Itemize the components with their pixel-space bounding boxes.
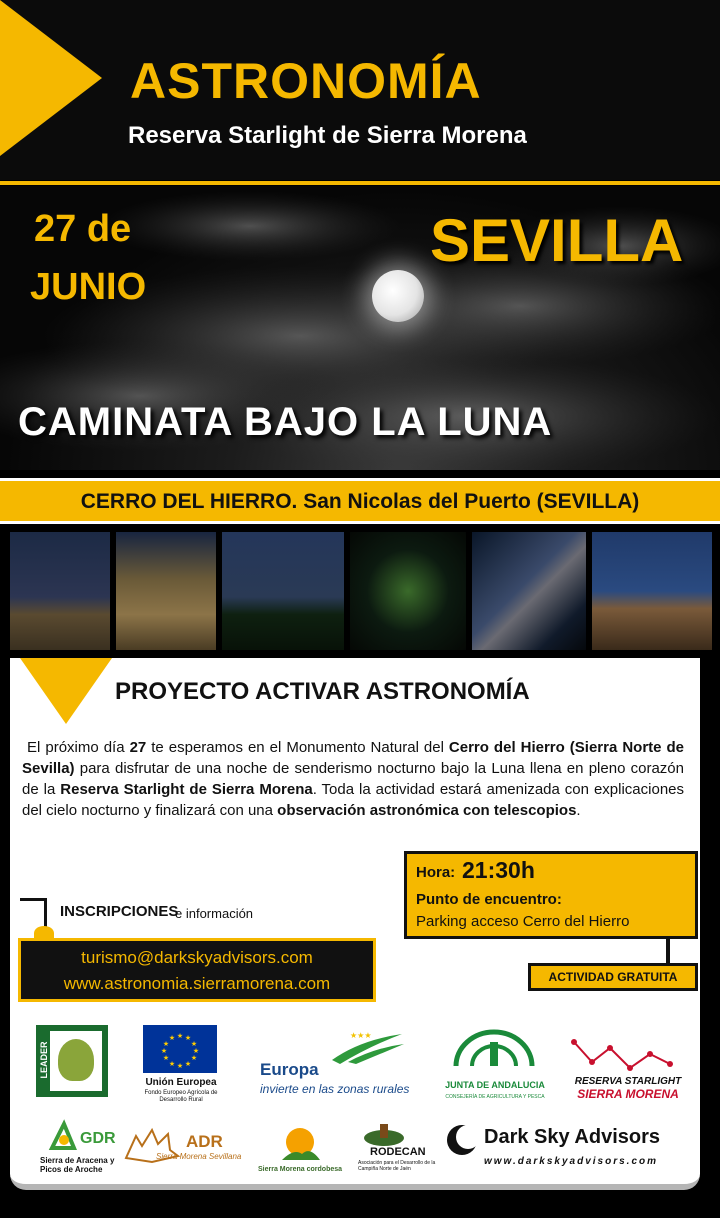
- event-location: CERRO DEL HIERRO. San Nicolas del Puerto (SEVILLA): [80, 490, 640, 513]
- card-triangle-decoration: [20, 658, 112, 724]
- registration-connector-h: [20, 898, 46, 901]
- registration-subtitle: e información: [175, 906, 254, 921]
- europa-main: Europa: [260, 1060, 319, 1079]
- adr-sub: Sierra Morena Sevillana: [156, 1152, 242, 1161]
- meeting-point-value: Parking acceso Cerro del Hierro: [416, 913, 630, 930]
- starlight-line1: RESERVA STARLIGHT: [574, 1076, 682, 1087]
- photo-stone-tower: [116, 532, 216, 650]
- junta-andalucia-emblem: [452, 1026, 536, 1070]
- page-subtitle: Reserva Starlight de Sierra Morena: [128, 122, 527, 149]
- meeting-point-label: Punto de encuentro:: [416, 891, 562, 908]
- eu-fund: Fondo Europeo Agrícola de Desarrollo Rural: [144, 1090, 218, 1103]
- starlight-constellation-icon: [568, 1034, 678, 1074]
- europa-swoosh-icon: [330, 1030, 405, 1064]
- adr-short: ADR: [186, 1132, 223, 1151]
- registration-title: INSCRIPCIONES: [60, 903, 179, 920]
- dark-sky-advisors-icon: [446, 1124, 486, 1156]
- header-divider: [0, 181, 720, 185]
- starlight-line2: SIERRA MORENA: [577, 1087, 679, 1101]
- svg-text:★: ★: [162, 1054, 170, 1062]
- eu-flag-logo: [143, 1025, 217, 1073]
- gdr-short: GDR: [80, 1130, 116, 1147]
- svg-text:★: ★: [184, 1060, 192, 1068]
- rodecan-sub: Asociación para el Desarrollo de la Campiña Norte de Jaén: [358, 1160, 436, 1172]
- photo-strip: [10, 532, 712, 650]
- gdr-name: Sierra de Aracena y Picos de Aroche: [40, 1156, 115, 1174]
- rodecan-name: RODECAN: [370, 1146, 426, 1158]
- page-title: ASTRONOMÍA: [130, 53, 482, 109]
- svg-text:★: ★: [176, 1032, 184, 1040]
- svg-text:★: ★: [190, 1054, 198, 1062]
- svg-text:★: ★: [168, 1034, 176, 1042]
- leader-label: LEADER: [39, 1041, 49, 1079]
- free-activity-label: ACTIVIDAD GRATUITA: [548, 970, 678, 984]
- dark-sky-advisors-url: www.darkskyadvisors.com: [484, 1156, 659, 1167]
- project-title: PROYECTO ACTIVAR ASTRONOMÍA: [115, 678, 530, 705]
- event-description: El próximo día 27 te esperamos en el Monumento Natural del Cerro del Hierro (Sierra Norte de Sevilla) para disfrutar de una noche de senderismo nocturno bajo la Luna llena en pleno corazón de la Reserva Starlight de Sierra Morena. Toda la actividad estará amenizada con explicaciones del cielo nocturno y finalizará con una observación astronómica con telescopios.: [22, 739, 685, 819]
- event-city: SEVILLA: [430, 207, 684, 274]
- eu-stars-icon: [143, 1025, 217, 1073]
- svg-text:★: ★: [192, 1047, 200, 1055]
- sierra-morena-cordobesa-name: Sierra Morena cordobesa: [258, 1166, 343, 1173]
- event-date-day: 27 de: [34, 208, 132, 250]
- full-moon: [372, 270, 424, 322]
- photo-laser-telescope: [350, 532, 466, 650]
- svg-text:★: ★: [190, 1040, 198, 1048]
- header-triangle-decoration: [0, 0, 102, 156]
- photo-observatory: [592, 532, 712, 650]
- connector-line: [666, 939, 670, 963]
- event-headline: CAMINATA BAJO LA LUNA: [18, 400, 553, 444]
- photo-castle-night: [10, 532, 110, 650]
- event-date-month: JUNIO: [30, 266, 147, 308]
- time-value: 21:30h: [462, 857, 535, 883]
- svg-text:★★★: ★★★: [350, 1031, 372, 1040]
- junta-main: JUNTA DE ANDALUCIA: [445, 1080, 545, 1090]
- contact-email-link[interactable]: turismo@darkskyadvisors.com: [81, 948, 313, 967]
- leader-logo: [36, 1025, 108, 1097]
- dark-sky-advisors-name: Dark Sky Advisors: [484, 1126, 661, 1148]
- junta-sub: CONSEJERÍA DE AGRICULTURA Y PESCA: [445, 1094, 545, 1100]
- website-link[interactable]: www.astronomia.sierramorena.com: [63, 974, 331, 993]
- eu-name: Unión Europea: [145, 1077, 217, 1088]
- photo-milky-way: [472, 532, 586, 650]
- sierra-morena-cordobesa-icon: [280, 1126, 320, 1162]
- svg-text:★: ★: [184, 1034, 192, 1042]
- svg-text:★: ★: [168, 1060, 176, 1068]
- svg-text:★: ★: [160, 1047, 168, 1055]
- europa-sub: invierte en las zonas rurales: [260, 1082, 410, 1096]
- svg-text:★: ★: [162, 1040, 170, 1048]
- photo-palm-tree: [222, 532, 344, 650]
- svg-text:★: ★: [176, 1062, 184, 1070]
- time-label: Hora:: [416, 864, 456, 881]
- rodecan-icon: [362, 1122, 406, 1146]
